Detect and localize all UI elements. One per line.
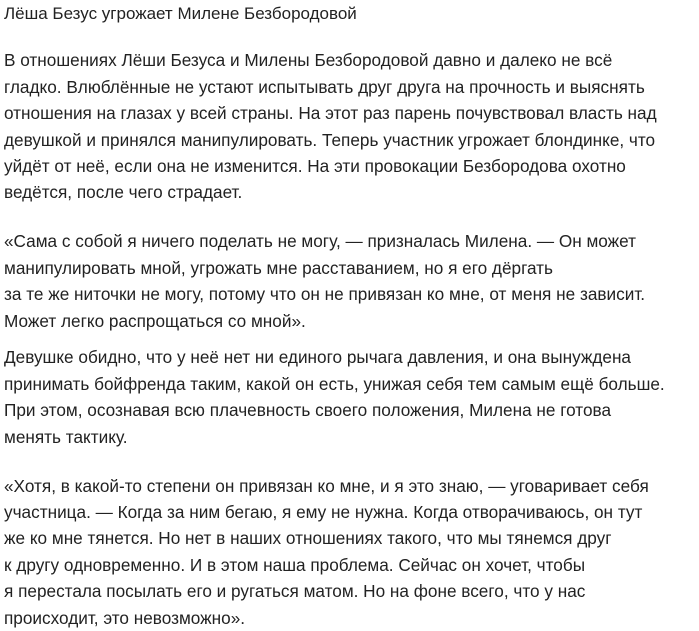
text-line: отношения на глазах у всей страны. На этот раз парень почувствовал власть над: [4, 103, 657, 124]
paragraph-intro: [4, 47, 694, 205]
text-line: Девушке обидно, что у неё нет ни единого рычага давления, и она вынуждена: [4, 347, 631, 368]
paragraph-quote-milena: [4, 228, 694, 334]
text-line: ведётся, после чего страдает.: [4, 182, 243, 203]
text-line: девушкой и принялся манипулировать. Теперь участник угрожает блондинке, что: [4, 129, 656, 150]
paragraph-commentary: [4, 344, 694, 450]
text-line: за те же ниточки не могу, потому что он не привязан ко мне, от меня не зависит.: [4, 284, 646, 305]
text-line: гладко. Влюблённые не устают испытывать друг друга на прочность и выяснять: [4, 76, 645, 97]
text-line: же ко мне тянется. Но нет в наших отношениях такого, что мы тянемся друг: [4, 528, 612, 549]
text-line: «Хотя, в какой-то степени он привязан ко мне, и я это знаю, — уговаривает себя: [4, 475, 649, 496]
paragraph-quote-participant: [4, 473, 694, 631]
text-line: менять тактику.: [4, 426, 128, 447]
text-line: уйдёт от неё, если она не изменится. На эти провокации Безбородова охотно: [4, 156, 626, 177]
article-title: Лёша Безус угрожает Милене Безбородовой: [4, 4, 357, 23]
text-line: манипулировать мной, угрожать мне расставанием, но я его дёргать: [4, 257, 553, 278]
text-line: При этом, осознавая всю плачевность своего положения, Милена не готова: [4, 400, 612, 421]
text-line: «Сама с собой я ничего поделать не могу, — призналась Милена. — Он может: [4, 231, 637, 252]
text-line: Может легко распрощаться со мной».: [4, 310, 306, 331]
article: [4, 0, 694, 631]
text-line: к другу одновременно. И в этом наша проблема. Сейчас он хочет, чтобы: [4, 554, 586, 575]
text-line: участница. — Когда за ним бегаю, я ему не нужна. Когда отворачиваюсь, он тут: [4, 502, 643, 522]
text-line: я перестала посылать его и ругаться матом. Но на фоне всего, что у нас: [4, 581, 586, 602]
text-line: В отношениях Лёши Безуса и Милены Безбородовой давно и далеко не всё: [4, 50, 613, 71]
text-line: происходит, это невозможно».: [4, 607, 246, 628]
text-line: принимать бойфренда таким, какой он есть, унижая себя тем самым ещё больше.: [4, 373, 665, 394]
